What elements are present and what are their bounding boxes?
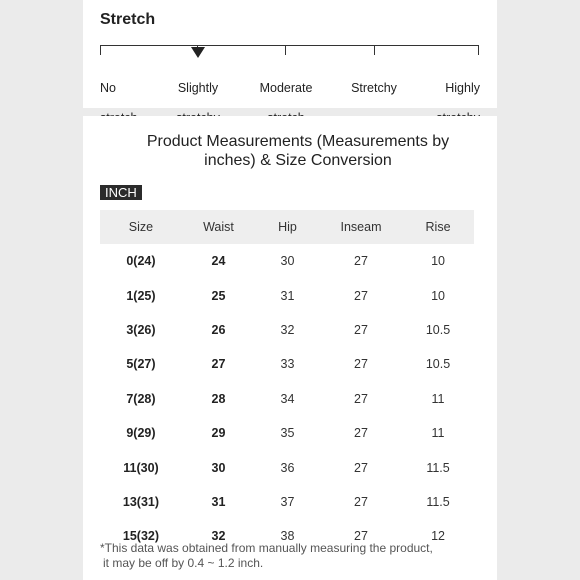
table-cell: 11 <box>431 426 445 441</box>
table-cell: 32 <box>211 529 226 544</box>
table-row <box>100 244 474 278</box>
stretch-tick <box>100 45 101 55</box>
table-cell: 3(26) <box>126 322 156 337</box>
stretch-tick <box>285 45 286 55</box>
table-cell: 31 <box>280 288 295 303</box>
stretch-level-marker-icon <box>191 47 205 58</box>
table-cell: 26 <box>211 322 226 337</box>
table-row <box>100 278 474 312</box>
table-cell: 9(29) <box>126 426 156 441</box>
table-cell: 27 <box>354 254 368 269</box>
column-header: Inseam <box>320 210 402 244</box>
table-cell: 31 <box>211 494 226 509</box>
stretch-scale-line <box>100 45 479 46</box>
table-cell: 29 <box>211 426 226 441</box>
table-row <box>100 485 474 519</box>
stretch-level-label: Moderate <box>259 81 313 95</box>
measurements-title-line: inches) & Size Conversion <box>204 152 392 169</box>
table-cell: 25 <box>211 288 226 303</box>
table-cell: 34 <box>280 391 295 406</box>
table-row <box>100 347 474 381</box>
table-cell: 33 <box>280 357 295 372</box>
table-cell: 11 <box>431 391 445 406</box>
table-cell: 11.5 <box>426 494 450 509</box>
note-line: *This data was obtained from manually measuring the product, <box>100 541 433 555</box>
stretch-level-label: No <box>100 81 116 95</box>
table-cell: 1(25) <box>126 288 156 303</box>
table-cell: 13(31) <box>122 494 160 509</box>
table-cell: 5(27) <box>126 357 156 372</box>
table-cell: 0(24) <box>126 254 156 269</box>
table-cell: 37 <box>280 494 295 509</box>
table-row <box>100 382 474 416</box>
note-line: it may be off by 0.4 ~ 1.2 inch. <box>103 556 264 570</box>
unit-badge: INCH <box>100 185 142 200</box>
table-cell: 32 <box>280 322 295 337</box>
table-row <box>100 313 474 347</box>
table-header-row <box>100 210 474 244</box>
table-cell: 30 <box>280 254 295 269</box>
stretch-tick <box>478 45 479 55</box>
table-cell: 27 <box>354 460 368 475</box>
table-cell: 12 <box>431 529 445 544</box>
stretch-tick <box>374 45 375 55</box>
table-cell: 38 <box>280 529 295 544</box>
table-cell: 27 <box>354 529 368 544</box>
table-cell: 10 <box>431 254 445 269</box>
column-header: Rise <box>402 210 474 244</box>
table-cell: 10.5 <box>425 357 451 372</box>
table-cell: 35 <box>280 426 295 441</box>
table-cell: 30 <box>211 460 226 475</box>
table-cell: 27 <box>354 494 368 509</box>
table-cell: 28 <box>211 391 226 406</box>
stretch-level-label: Slightly <box>177 81 219 95</box>
table-cell: 24 <box>211 254 226 269</box>
table-cell: 36 <box>280 460 295 475</box>
measurement-note <box>100 541 480 571</box>
size-table <box>100 210 474 554</box>
measurements-title-line: Product Measurements (Measurements by <box>146 133 450 150</box>
stretch-title: Stretch <box>100 11 156 28</box>
table-cell: 27 <box>354 391 368 406</box>
stretch-level-label: Stretchy <box>351 81 397 95</box>
table-cell: 15(32) <box>122 529 160 544</box>
column-header: Size <box>100 210 182 244</box>
measurements-card <box>83 116 497 580</box>
table-cell: 11(30) <box>123 460 159 475</box>
table-cell: 27 <box>211 357 226 372</box>
measurements-title <box>123 132 473 170</box>
table-row <box>100 416 474 450</box>
stretch-card <box>83 0 497 108</box>
table-cell: 27 <box>354 357 368 372</box>
table-cell: 27 <box>354 322 368 337</box>
table-row <box>100 450 474 484</box>
table-cell: 27 <box>354 288 368 303</box>
table-cell: 10.5 <box>425 322 451 337</box>
table-cell: 11.5 <box>426 460 450 475</box>
table-cell: 27 <box>354 426 368 441</box>
table-cell: 10 <box>431 288 445 303</box>
column-header: Waist <box>182 210 255 244</box>
table-cell: 7(28) <box>126 391 156 406</box>
stretch-level-label: Highly <box>445 81 480 95</box>
column-header: Hip <box>255 210 320 244</box>
